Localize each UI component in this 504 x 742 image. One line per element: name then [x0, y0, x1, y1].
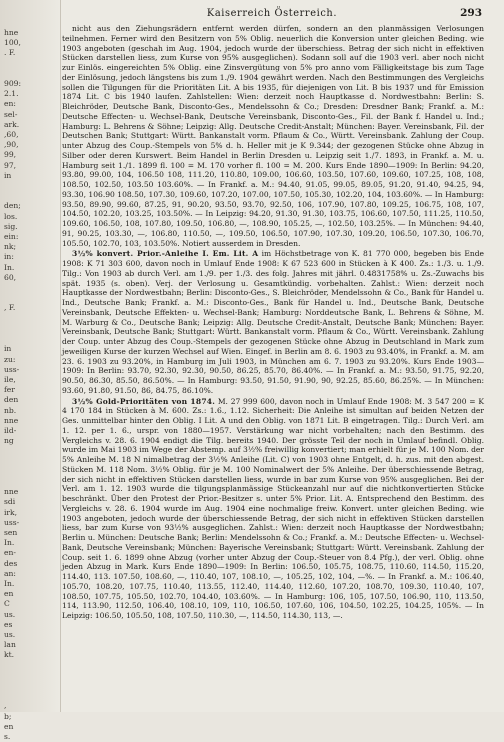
- paragraph-text: nicht aus den Ziehungsrädern entfernt werden dürfen, sondern an den planmässigen Verlosungen teilnehmen. Ferner wird den Besitzern von 5% Oblig. neuerlich die Konversion unter gleichen Beding. wie 1903 angeboten (geschah im Aug. 1904, jedoch wurde der überschiess. Betrag der sich nicht in effektiven Stücken darstellen liess, zum Kurse von 95% ausgeglichen). Sodann soll auf die 1903 verl. aber noch nicht zur Einlös. eingereichten 5% Oblig. eine Zinsvergütung von 5% pro anno vom Fälligkeitstage bis zum Tage der Einlösung, jedoch längstens bis zum 1./9. 1904 gewährt werden. Nach den Bestimmungen des Vergleichs sollen die Tilgungen für die Prioritäten Lit. A bis 1935, für diejenigen von Lit. B bis 1937 und für Emission 1874 Lit. C bis 1940 laufen. Zahlstellen: Wien: derzeit noch Hauptkasse d. Nordwestbahn: Berlin: S. Bleichröder, Deutsche Bank, Disconto-Ges., Mendelssohn & Co.; Dresden: Dresdner Bank; Frankf. a. M.: Deutsche Effecten- u. Wechsel-Bank, Deutsche Vereinsbank, Disconto-Ges., Fil. der Bank f. Handel u. Ind.; Hamburg: L. Behrens & Söhne; Leipzig: Allg. Deutsche Credit-Anstalt; München: Bayer. Vereinsbank, Fil. der Deutschen Bank; Stuttgart: Württ. Bankanstalt vorm. Pflaum & Co., Württ. Vereinsbank. Zahlung der Coup. unter Abzug des Coup.-Stempels von 5% d. h. Heller mit je K 9.344; der gezogenen Stücke ohne Abzug in Silber oder deren Kurswert. Beim Handel in Berlin Dresden u. Leipzig seit 1./7. 1893, in Frankf. a. M. u. Hamburg seit 1./1. 1899 fl. 100 = M. 170 vorher fl. 100 = M. 200. Kurs Ende 1890—1909: In Berlin: 94.20, 93.80, 99.00, 104, 106.50 108, 111.20, 110.80, 109.00, 106.60, 103.50, 107.60, 109.60, 107.25, 108, 108, 108.50, 102.50, 103.50 103.60%. — In Frankf. a. M.: 94.40, 91.05, 99.05, 89.05, 91.20, 91.40, 94.25, 94, 93.30, 106.90 108.50, 107.30, 109.60, 107.20, 107.00, 107.50, 105.30, 102.20, 104, 103.60%. — In Hamburg: 93.50, 89.90, 99.60, 87.25, 91, 90.20, 93.50, 93.70, 92.50, 106, 107.90, 107.80, 109.25, 106.75, 108, 107, 104.50, 102.20, 103.25, 103.50%. — In Leipzig: 94.20, 91.30, 91.30, 103.75, 106.60, 107.50, 111.25, 110.50, 109.60, 106.50, 108, 107.80, 109.50, 106.80, —, 108.90, 105.25, —, 102.50, 103.25%. — In München: 94.40, 91, 90.25, 103.30, —, 106.80, 110.50, —, 109.50, 106.50, 107.90, 107.30, 109.20, 106.50, 107.30, 106.70, 105.50, 102.70, 103, 103.50%. Notiert ausserdem in Dresden.: [62, 24, 484, 248]
- paragraph-gold-prioritaeten-1874: [62, 397, 484, 621]
- left-page-gutter: [0, 0, 61, 742]
- section-heading: 3½% konvert. Prior.-Anleihe I. Em. Lit. A: [72, 249, 259, 259]
- left-page-fragments: hne 100, . F. 909: 2.1. en: sel- ark. ,60, ,90, 99, 97, in den; los. sig. ein: nk; in: In. 60, , F. in zu: uss- ile, fer den nb. nne ild- ng nne sdi irk, uss- sen In. en- des an: In. en C us. es us. lan kt. , b; en s.: [4, 28, 22, 742]
- page-number: 293: [460, 7, 482, 19]
- paragraph-text: im Höchstbetrage von K. 81 770 000, begeben bis Ende 1908: K 71 303 600, davon noch in Umlauf Ende 1908: K 67 523 600 in Stücken à K 400. Zs.: 1./3. u. 1./9. Tilg.: Von 1903 ab durch Verl. am 1./9. per 1./3. des folg. Jahres mit jährl. 0.4831758% u. Zs.-Zuwachs bis spät. 1935 (s. oben). Verj. der Verlosung u. Gesamtkündig. vorbehalten. Zahlst.: Wien: derzeit noch Hauptkasse der Nordwestbahn; Berlin: Disconto-Ges., S. Bleichröder, Mendelssohn & Co., Bank für Handel u. Ind., Deutsche Bank; Frankf. a. M.: Disconto-Ges., Bank für Handel u. Ind., Deutsche Bank, Deutsche Vereinsbank, Deutsche Effekten- u. Wechsel-Bank; Hamburg: Norddeutsche Bank, L. Behrens & Söhne, M. M. Warburg & Co., Deutsche Bank; Leipzig: Allg. Deutsche Credit-Anstalt, Deutsche Bank; München: Bayer. Vereinsbank, Deutsche Bank; Stuttgart: Württ. Bankanstalt vorm. Pflaum & Co., Württ. Vereinsbank. Zahlung der Coup. unter Abzug des Coup.-Stempels der gezogenen Stücke ohne Abzug in Deutschland in Mark zum jeweiligen Kurse der kurzen Wechsel auf Wien. Eingef. in Berlin am 8. 6. 1903 zu 93.40%, in Frankf. a. M. am 23. 6. 1903 zu 93.20%, in Hamburg im Juli 1903, in München am 6. 7. 1903 zu 93.20%. Kurs Ende 1903—1909: In Berlin: 93.70, 92.30, 92.30, 90.50, 86.25, 85.70, 86.40%. — In Frankf. a. M.: 93.50, 91.75, 92.20, 90.50, 86.30, 85.50, 86.50%. — In Hamburg: 93.50, 91.50, 91.90, 90, 92.25, 85.60, 86.25%. — In München: 93.60, 91.80, 91.50, 86, 84.75, 86.10%.: [62, 249, 484, 395]
- paragraph-text: M. 27 999 600, davon noch in Umlauf Ende 1908: M. 3 547 200 = K 4 170 184 in Stücken à M. 600. Zs.: 1.6., 1.12. Sicherheit: Die Anleihe ist simultan auf beiden Netzen der Ges. unmittelbar hinter den Oblig. I Lit. A und den Oblig. von 1871 Lit. B eingetragen. Tilg.: Durch Verl. am 1. 12. per 1. 6., urspr. von 1880—1957. Verstärkung war nicht vorbehalten; nach den Bestimm. des Vergleichs v. 28. 6. 1904 endigt die Tilg. bereits 1940. Der grösste Teil der noch in Umlauf befindl. Oblig. wurde im Mai 1903 im Wege der Abstemp. auf 3½% freiwillig konvertiert; man erhielt für je M. 100 Nom. der 5% Anleihe M. 18 N nimalbetrag der 3½% Anleihe (Lit. C) von 1903 ohne Entgelt, d. h. zus. mit den abgest. Stücken M. 118 Nom. 3½% Oblig. für je M. 100 Nominalwert der 5% Anleihe. Der überschiessende Betrag, der sich nicht in effektiven Stücken darstellen liess, wurde in bar zum Kurse von 95% ausgeglichen. Bei der Verl. am 1. 12. 1903 wurde die tilgungsplanmässige Stückeanzahl nur auf die nichtkonvertierten Stücke beschränkt. Über den Protest der Prior.-Besitzer s. unter 5% Prior. Lit. A. Entsprechend den Bestimm. des Vergleichs v. 28. 6. 1904 wurde im Aug. 1904 eine nochmalige freiw. Konvert. unter gleichen Beding. wie 1903 angeboten, jedoch wurde der überschiessende Betrag, der sich nicht in effektiven Stücken darstellen liess, bar zum Kurse von 93½% ausgeglichen. Zahlst.: Wien: derzeit noch Hauptkasse der Nordwestbahn; Berlin u. München: Deutsche Bank; Berlin: Mendelssohn & Co.; Frankf. a. M.: Deutsche Effecten- u. Wechsel-Bank, Deutsche Vereinsbank; München: Bayerische Vereinsbank; Stuttgart: Württ. Vereinsbank. Zahlung der Coup. seit 1. 6. 1899 ohne Abzug (vorher unter Abzug der Coup.-Steuer von 8.4 Pfg.), der verl. Oblig. ohne jeden Abzug in Mark. Kurs Ende 1890—1909: In Berlin: 106.50, 105.75, 108.75, 110.60, 114.50, 115.20, 114.40, 113. 107.50, 108.60, —, 110.40, 107, 108.10, —, 105.25, 102, 104, —%. — In Frankf. a. M.: 106.40, 105.70, 108.20, 107.75, 110.40, 113.55, 112.40, 114.40, 112.60, 107.20, 108.70, 109.30, 110.40, 107, 108.50, 107.75, 105.50, 102.70, 104.40, 103.60%. — In Hamburg: 106, 105, 107.50, 106.90, 110, 113.50, 114, 113.90, 112.50, 106.40, 108.10, 109, 110, 106.50, 107.60, 106, 104.50, 102.25, 104.25, 105%. — In Leipzig: 106.50, 105.50, 108, 107.50, 110.30, —, 114.50, 114.30, 113, —.: [62, 396, 484, 620]
- paragraph-conversion-terms: [62, 24, 484, 248]
- section-heading: 3½% Gold-Prioritäten von 1874.: [72, 396, 216, 406]
- body-text: [62, 24, 484, 621]
- running-head: Kaiserreich Österreich.: [206, 8, 338, 19]
- paragraph-prior-anleihe-lit-a: [62, 249, 484, 395]
- page-header: [62, 8, 482, 24]
